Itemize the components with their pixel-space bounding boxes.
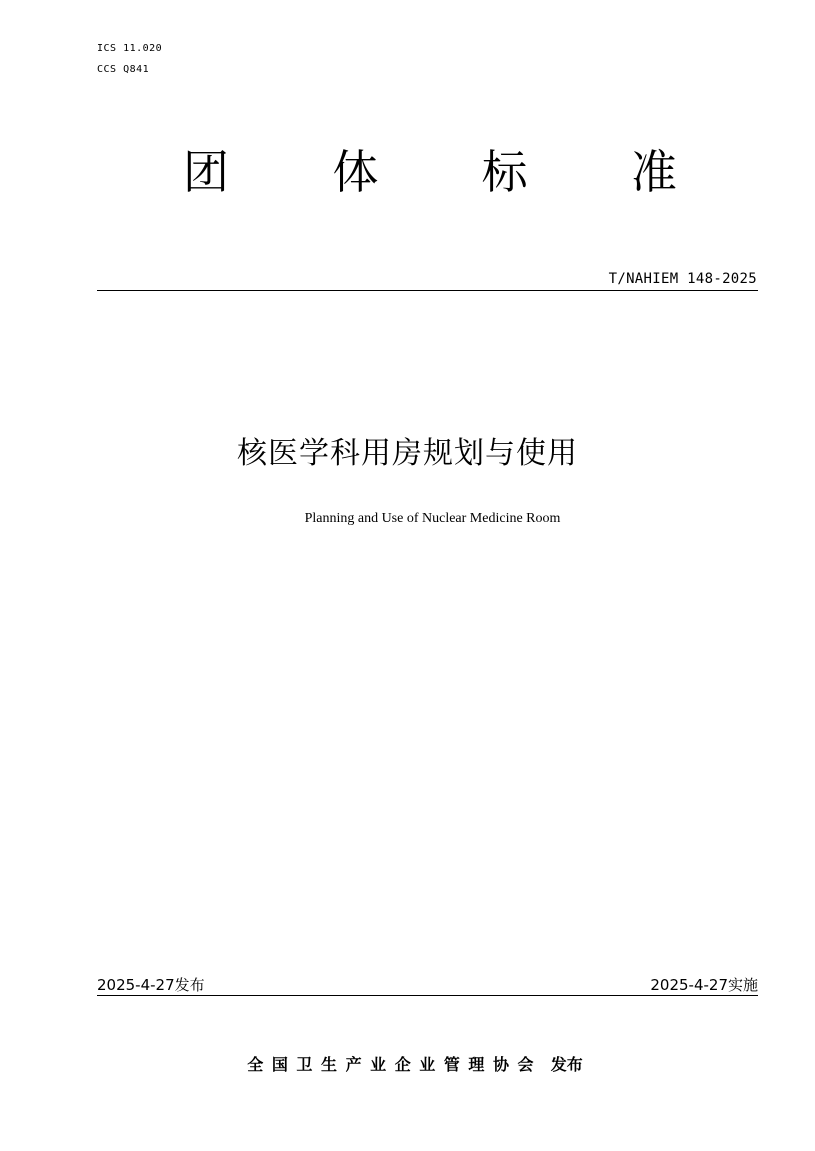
standard-type-char: 标 (481, 145, 528, 199)
top-divider (97, 290, 758, 291)
date-row (97, 976, 758, 996)
implement-date: 2025-4-27实施 (650, 976, 758, 994)
bottom-divider (97, 995, 758, 996)
document-title-english: Planning and Use of Nuclear Medicine Room (304, 511, 561, 526)
standard-type-char: 体 (332, 145, 379, 199)
document-title-chinese: 核医学科用房规划与使用 (237, 436, 578, 471)
publisher: 全 国 卫 生 产 业 企 业 管 理 协 会 发布 (247, 1055, 583, 1074)
ics-code: ICS 11.020 (97, 43, 163, 54)
ccs-code: CCS Q841 (97, 64, 150, 75)
publish-date: 2025-4-27发布 (97, 976, 205, 994)
standard-type-heading (150, 140, 710, 204)
standard-type-char: 准 (630, 145, 677, 199)
standard-type-char: 团 (183, 145, 229, 199)
standard-number: T/NAHIEM 148-2025 (608, 271, 757, 287)
